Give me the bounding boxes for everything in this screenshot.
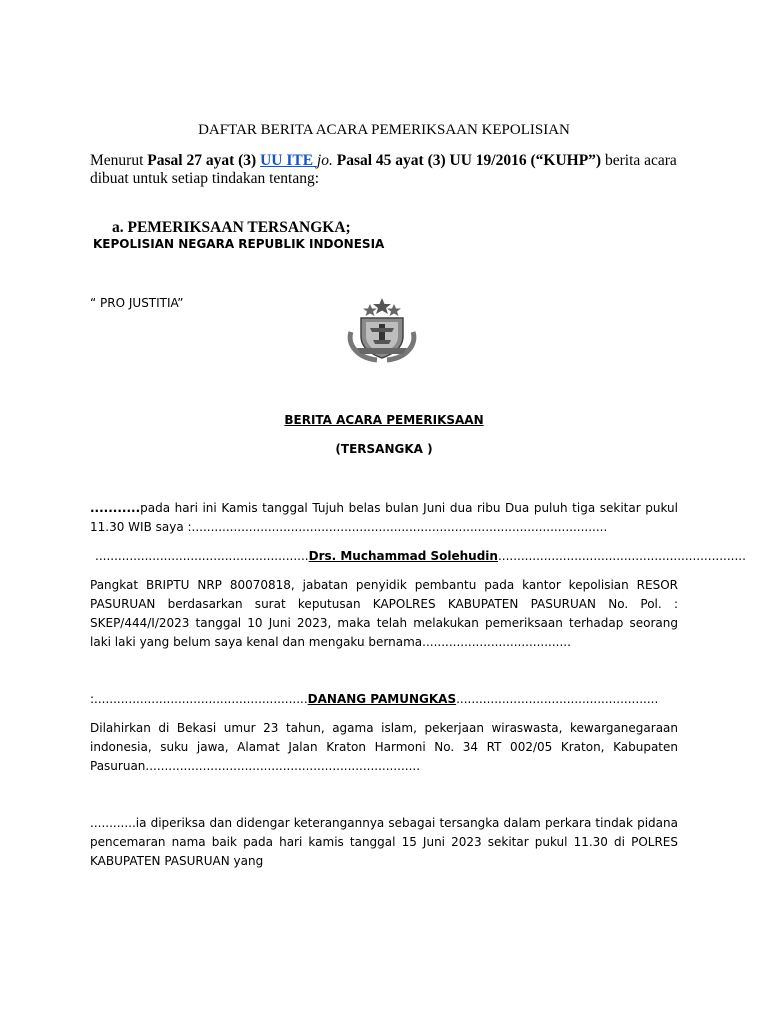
intro-text: Menurut — [90, 152, 148, 169]
bap-title: BERITA ACARA PEMERIKSAAN — [284, 413, 484, 427]
investigator-post-dots: ................................................................. — [497, 549, 746, 563]
investigator-line — [95, 547, 746, 566]
leading-dots: ........... — [90, 501, 141, 515]
paragraph-examination: ............ia diperiksa dan didengar keterangannya sebagai tersangka dalam perkara tindak pidana pencemaran nama baik pada hari kamis tanggal 15 Juni 2023 sekitar pukul 11.30 di POLRES KABUPATEN PASURUAN yang — [90, 816, 678, 868]
uu-ite-link[interactable]: UU ITE — [260, 152, 317, 169]
intro-text-2: berita acara dibuat untuk setiap tindakan tentang: — [90, 152, 677, 187]
intro-article-2: Pasal 45 ayat (3) UU 19/2016 — [332, 152, 527, 169]
paragraph-date — [90, 499, 678, 537]
paragraph-date-text: pada hari ini Kamis tanggal Tujuh belas bulan Juni dua ribu Dua puluh tiga sekitar pukul 11.30 WIB saya :............................................................................................................. — [90, 501, 678, 534]
intro-kuhp: (“KUHP”) — [526, 152, 602, 169]
pro-justitia: “ PRO JUSTITIA” — [90, 296, 184, 310]
police-emblem-icon — [337, 296, 427, 364]
paragraph-investigator: Pangkat BRIPTU NRP 80070818, jabatan penyidik pembantu pada kantor kepolisian RESOR PASURUAN berdasarkan surat keputusan KAPOLRES KABUPATEN PASURUAN No. Pol. : SKEP/444/I/2023 tanggal 10 Juni 2023, maka telah melakukan pemeriksaan terhadap seorang laki laki yang belum saya kenal dan mengaku bernama....................................... — [90, 578, 678, 649]
investigator-name: Drs. Muchammad Solehudin — [308, 549, 498, 563]
intro-jo: jo. — [316, 152, 333, 169]
suspect-name: DANANG PAMUNGKAS — [307, 692, 457, 706]
intro-article: Pasal 27 ayat (3) — [147, 152, 261, 169]
suspect-line — [90, 690, 678, 709]
paragraph-suspect-details: Dilahirkan di Bekasi umur 23 tahun, agama islam, pekerjaan wiraswasta, kewarganegaraan indonesia, suku jawa, Alamat Jalan Kraton Harmoni No. 34 RT 002/05 Kraton, Kabupaten Pasuruan........................................................................ — [90, 721, 678, 773]
document-title: DAFTAR BERITA ACARA PEMERIKSAAN KEPOLISIAN — [198, 122, 570, 138]
investigator-pre-dots: ........................................................ — [95, 549, 309, 563]
suspect-post-dots: ..................................................... — [456, 692, 659, 706]
suspect-pre-dots: :........................................................ — [90, 692, 308, 706]
section-a-heading: a. PEMERIKSAAN TERSANGKA; — [112, 219, 351, 236]
intro-paragraph — [90, 152, 690, 188]
police-name: KEPOLISIAN NEGARA REPUBLIK INDONESIA — [93, 237, 385, 251]
bap-subtitle: (TERSANGKA ) — [335, 442, 433, 456]
